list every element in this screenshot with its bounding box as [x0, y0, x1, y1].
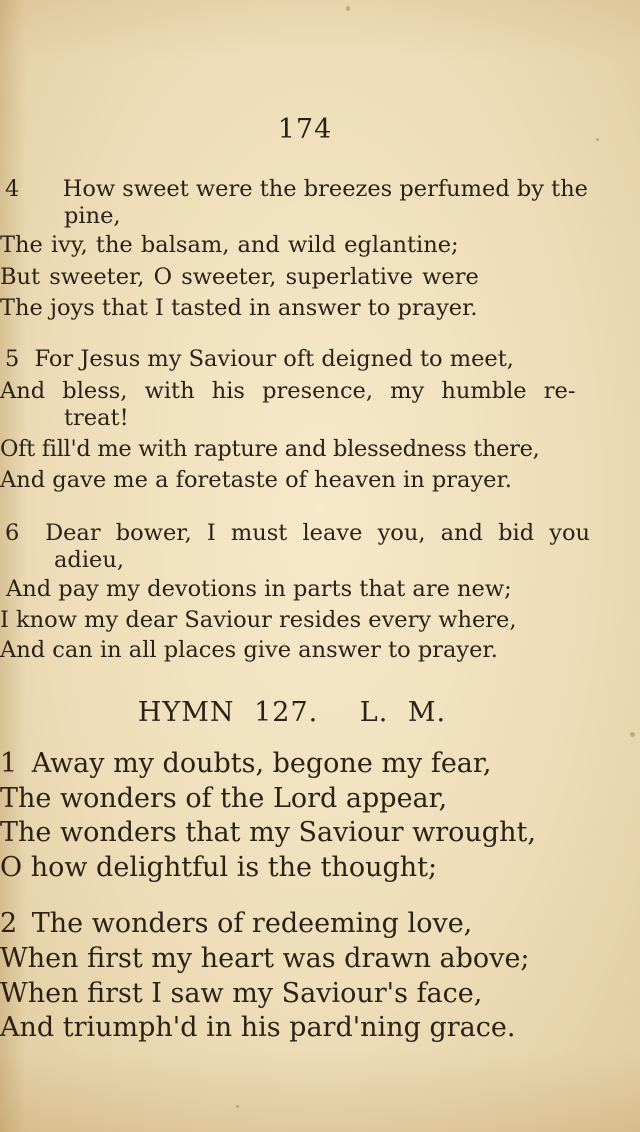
verse-line: adieu,: [54, 547, 124, 573]
verse-text: For Jesus my Saviour oft deigned to meet,: [34, 346, 514, 372]
hymn-line: The wonders of the Lord appear,: [0, 783, 448, 814]
verse-line: And pay my devotions in parts that are new;: [6, 576, 512, 602]
verse-line: But sweeter, O sweeter, superlative were: [0, 264, 479, 290]
verse-line: And can in all places give answer to prayer.: [0, 637, 498, 663]
verse-line: [5, 520, 590, 546]
hymn-verse-number: 2: [0, 908, 18, 939]
page-number: 174: [277, 114, 333, 145]
verse-number: 4: [5, 176, 20, 202]
verse-line: I know my dear Saviour resides every where,: [0, 607, 517, 633]
verse-text: How sweet were the breezes perfumed by the: [62, 176, 588, 202]
hymn-line: The wonders that my Saviour wrought,: [0, 817, 536, 848]
verse-line: [5, 176, 588, 202]
hymn-line: When first I saw my Saviour's face,: [0, 978, 483, 1009]
verse-line: Oft fill'd me with rapture and blessedness there,: [0, 436, 540, 462]
hymn-title: [0, 697, 584, 728]
hymn-number: HYMN 127.: [137, 697, 319, 728]
verse-text: Dear bower, I must leave you, and bid you: [45, 520, 590, 546]
hymn-line: [0, 908, 472, 940]
hymn-verse-number: 1: [0, 748, 18, 779]
hymn-meter: L. M.: [359, 697, 447, 728]
verse-line: And bless, with his presence, my humble re-: [0, 378, 576, 404]
verse-line: The ivy, the balsam, and wild eglantine;: [0, 232, 459, 258]
paper-speck: [236, 1105, 239, 1108]
hymn-line: [0, 748, 491, 780]
hymn-line: When first my heart was drawn above;: [0, 943, 530, 974]
hymn-line: And triumph'd in his pard'ning grace.: [0, 1012, 516, 1043]
verse-number: 6: [5, 520, 20, 546]
verse-line: treat!: [64, 405, 129, 431]
hymn-verse-text: Away my doubts, begone my fear,: [31, 748, 492, 779]
paper-speck: [346, 6, 350, 11]
verse-line: pine,: [64, 203, 121, 229]
verse-line: [5, 346, 514, 372]
hymn-verse-text: The wonders of redeeming love,: [31, 908, 473, 939]
hymn-line: O how delightful is the thought;: [0, 852, 438, 883]
verse-line: And gave me a foretaste of heaven in prayer.: [0, 467, 512, 493]
verse-line: The joys that I tasted in answer to prayer.: [0, 295, 478, 321]
verse-number: 5: [5, 346, 20, 372]
paper-speck: [630, 732, 635, 737]
